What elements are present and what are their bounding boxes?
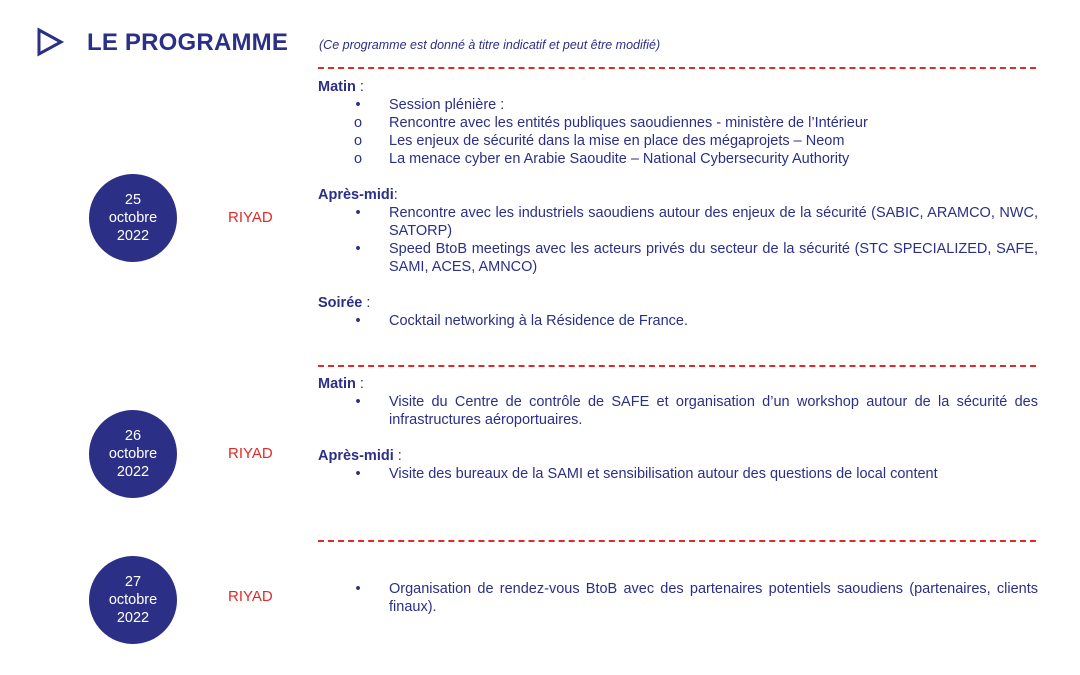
slot-items (318, 580, 1038, 616)
list-item (318, 393, 1038, 429)
item-text: Cocktail networking à la Résidence de France. (389, 313, 689, 329)
city-label: RIYAD (228, 209, 273, 226)
item-text: Rencontre avec les industriels saoudiens autour des enjeux de la sécurité (SABIC, ARAMCO, NWC, SATORP) (389, 205, 1038, 239)
date-year: 2022 (116, 610, 150, 626)
date-month: octobre (108, 210, 158, 226)
slot-heading (318, 294, 1038, 312)
play-outline-icon (35, 27, 65, 57)
slot-heading (318, 375, 1038, 393)
slot-title: Matin (318, 79, 356, 95)
slot-heading (318, 447, 1038, 465)
list-item (318, 114, 1038, 132)
city-label: RIYAD (228, 588, 273, 605)
bullet-icon: • (355, 581, 361, 597)
slot-separator: : (393, 448, 402, 464)
slot-heading (318, 78, 1038, 96)
page-title: LE PROGRAMME (87, 29, 289, 56)
program-header (35, 22, 1055, 62)
list-item (318, 240, 1038, 276)
slot-title: Après-midi (318, 448, 394, 464)
date-badge-day-3 (89, 556, 177, 644)
circle-bullet-icon: o (353, 151, 363, 167)
bullet-icon: • (355, 313, 361, 329)
item-text: La menace cyber en Arabie Saoudite – National Cybersecurity Authority (389, 151, 850, 167)
item-text: Les enjeux de sécurité dans la mise en place des mégaprojets – Neom (389, 133, 845, 149)
item-text: Visite des bureaux de la SAMI et sensibilisation autour des questions de local content (389, 466, 938, 482)
slot-title: Matin (318, 376, 356, 392)
date-day: 26 (124, 428, 142, 444)
circle-bullet-icon: o (353, 133, 363, 149)
slot-separator: : (393, 187, 398, 203)
slot-items (318, 393, 1038, 429)
page-subtitle: (Ce programme est donné à titre indicatif et peut être modifié) (319, 38, 661, 52)
day-divider (318, 540, 1036, 542)
city-label: RIYAD (228, 445, 273, 462)
slot-items (318, 312, 1038, 330)
day-2-schedule (318, 375, 1038, 483)
date-year: 2022 (116, 464, 150, 480)
date-badge-day-2 (89, 410, 177, 498)
list-item (318, 465, 1038, 483)
bullet-icon: • (355, 97, 361, 113)
circle-bullet-icon: o (353, 115, 363, 131)
bullet-icon: • (355, 205, 361, 221)
date-year: 2022 (116, 228, 150, 244)
item-text: Speed BtoB meetings avec les acteurs privés du secteur de la sécurité (STC SPECIALIZED, SAFE, SAMI, ACES, AMNCO) (389, 241, 1038, 275)
list-item (318, 150, 1038, 168)
list-item (318, 580, 1038, 616)
list-item (318, 132, 1038, 150)
bullet-icon: • (355, 466, 361, 482)
slot-separator: : (362, 295, 371, 311)
day-divider (318, 67, 1036, 69)
item-text: Organisation de rendez-vous BtoB avec des partenaires potentiels saoudiens (partenaires, clients finaux). (389, 581, 1038, 615)
list-item (318, 96, 1038, 114)
date-month: octobre (108, 446, 158, 462)
day-divider (318, 365, 1036, 367)
slot-separator: : (355, 376, 364, 392)
slot-title: Soirée (318, 295, 363, 311)
bullet-icon: • (355, 241, 361, 257)
item-text: Rencontre avec les entités publiques saoudiennes - ministère de l’Intérieur (389, 115, 868, 131)
list-item (318, 312, 1038, 330)
date-day: 27 (124, 574, 142, 590)
date-day: 25 (124, 192, 142, 208)
slot-items (318, 465, 1038, 483)
slot-heading (318, 186, 1038, 204)
slot-title: Après-midi (318, 187, 394, 203)
item-text: Session plénière : (389, 97, 505, 113)
date-month: octobre (108, 592, 158, 608)
slot-items (318, 96, 1038, 168)
list-item (318, 204, 1038, 240)
date-badge-day-1 (89, 174, 177, 262)
day-1-schedule (318, 78, 1038, 330)
slot-items (318, 204, 1038, 276)
item-text: Visite du Centre de contrôle de SAFE et organisation d’un workshop autour de la sécurité des infrastructures aéroportuaires. (389, 394, 1038, 428)
day-3-schedule (318, 580, 1038, 616)
slot-separator: : (355, 79, 364, 95)
bullet-icon: • (355, 394, 361, 410)
